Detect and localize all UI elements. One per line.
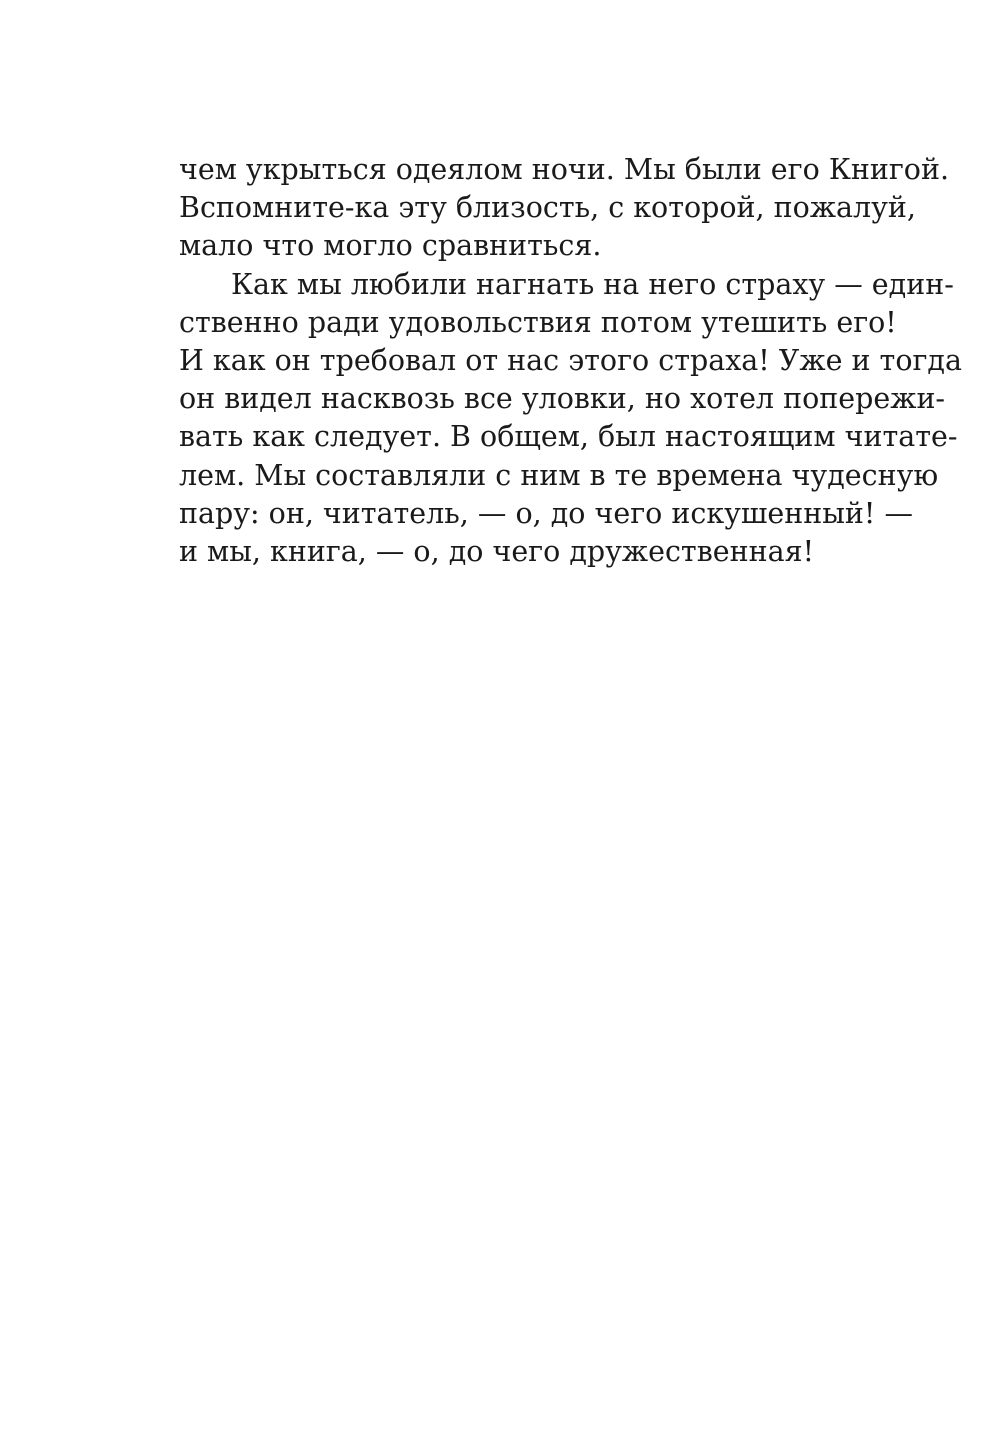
text-line: он видел насквозь все уловки, но хотел попережи- (179, 382, 946, 416)
text-line: чем укрыться одеялом ночи. Мы были его Книгой. (179, 153, 950, 186)
text-line: вать как следует. В общем, был настоящим читате- (179, 420, 958, 454)
paragraph-1 (179, 151, 950, 266)
text-line: ственно ради удовольствия потом утешить его! (179, 305, 897, 339)
text-line: и мы, книга, — о, до чего дружественная! (179, 534, 815, 568)
body-text (179, 151, 962, 571)
text-line: лем. Мы составляли с ним в те времена чудесную (179, 458, 939, 492)
text-line: Вспомните-ка эту близость, с которой, пожалуй, (179, 191, 916, 225)
text-line: мало что могло сравниться. (179, 229, 602, 263)
text-line: пару: он, читатель, — о, до чего искушенный! — (179, 496, 913, 530)
text-line: И как он требовал от нас этого страха! Уже и тогда (179, 343, 962, 377)
paragraph-2 (179, 266, 962, 572)
text-line: Как мы любили нагнать на него страху — един- (231, 267, 954, 301)
